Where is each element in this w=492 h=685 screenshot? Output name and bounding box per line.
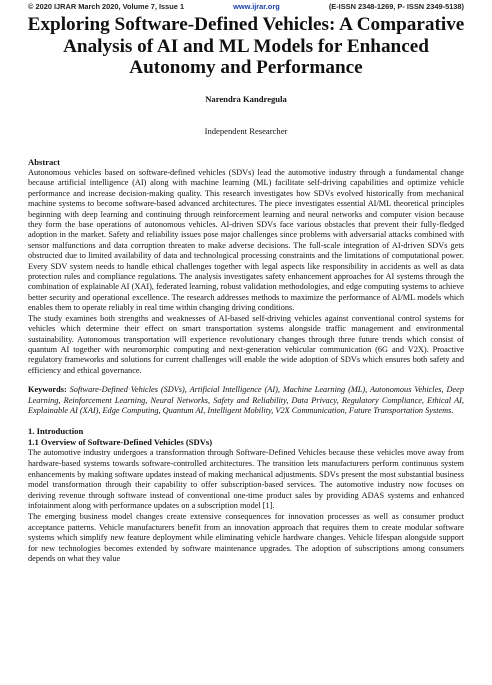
- section-heading: 1. Introduction: [28, 426, 84, 437]
- keywords-label: Keywords: [28, 385, 64, 395]
- body-paragraph: The emerging business model changes create extensive consequences for innovation processes as well as consumer product acceptance patterns. Vehicle manufacturers benefit from an innovation approach that requires them to create modular software systems which simplify new feature deployment while eliminating vehicle hardware changes. Vehicle lifespan alongside support for new technologies becomes extended by software maintenance upgrades. The adoption of subscriptions among consumers depends on what they value: [28, 511, 464, 564]
- body-paragraph: The automotive industry undergoes a transformation through Software-Defined Vehicles because these vehicles move away from hardware-based systems towards software-controlled architectures. The transition lets manufacturers perform continuous system enhancements by making software updates instead of making mechanical adjustments. SDVs present the most substantial business model transformation through their capability to offer subscription-based services. The automotive industry now focuses on deriving revenue through software instead of conventional one-time product sales by providing ADAS systems and enhanced infotainment along with performance updates on a subscription model [1].: [28, 448, 464, 511]
- author-affiliation: Independent Researcher: [204, 126, 288, 136]
- paper-title: Exploring Software-Defined Vehicles: A Comparative Analysis of AI and ML Models for Enhanced Autonomy and Performance: [27, 14, 465, 78]
- abstract-heading: Abstract: [28, 157, 60, 167]
- journal-website-link[interactable]: www.ijrar.org: [233, 2, 280, 11]
- abstract-paragraph: Autonomous vehicles based on software-defined vehicles (SDVs) lead the automotive industry through a fundamental change because artificial intelligence (AI) along with machine learning (ML) facilitate self-driving capabilities and optimize vehicle performance and increase decision-making quality. This research investigates how SDVs evolved historically from mechanical machine systems to become software-based advanced architectures. The piece investigates essential AI/ML theoretical principles beginning with deep learning and continuing through reinforcement learning and neural networks and computer vision because they form the base operations of autonomous vehicles. AI-driven SDVs face various obstacles that prevent their fully-fledged adoption in the market. Safety and reliability issues pose major challenges since problems with adversarial attacks combined with sensor malfunctions and data corruption threaten to make adverse decisions. The full-scale integration of AI-driven SDVs gets obstructed due to limited availability of data and technological processing constraints and the limitations of computational power. Every SDV system needs to handle ethical challenges together with legal aspects like responsibility in accidents as well as data protection rules and compliance regulations. The analysis investigates safety enhancement approaches for AI systems through the combination of explainable AI (XAI), federated learning, robust validation methodologies, and edge computing systems to achieve better security and operational excellence. The research addresses methods to maximize the performance of AI/ML models which enables them to operate reliably in real time within changing driving conditions.: [28, 168, 464, 313]
- journal-issn: (E-ISSN 2348-1269, P- ISSN 2349-5138): [328, 2, 464, 11]
- keywords-list: Software-Defined Vehicles (SDVs), Artificial Intelligence (AI), Machine Learning (ML), Autonomous Vehicles, Deep Learning, Reinforcement Learning, Neural Networks, Safety and Reliability, Data Privacy, Regulatory Compliance, Ethical AI, Explainable AI (XAI), Edge Computing, Quantum AI, Intelligent Mobility, V2X Communication, Future Transportation Systems.: [28, 385, 464, 415]
- keywords: Keywords: Software-Defined Vehicles (SDVs), Artificial Intelligence (AI), Machine Learning (ML), Autonomous Vehicles, Deep Learning, Reinforcement Learning, Neural Networks, Safety and Reliability, Data Privacy, Regulatory Compliance, Ethical AI, Explainable AI (XAI), Edge Computing, Quantum AI, Intelligent Mobility, V2X Communication, Future Transportation Systems.: [28, 385, 464, 415]
- author-name: Narendra Kandregula: [205, 94, 287, 104]
- abstract-paragraph: The study examines both strengths and weaknesses of AI-based self-driving vehicles against conventional control systems for vehicles which determine their effect on smart transportation systems alongside traffic management and environmental sustainability. Autonomous transportation will experience revolutionary changes through three future trends which consist of quantum AI together with neuromorphic computing and next-generation vehicular communication (6G and V2X). Proactive regulatory frameworks and solutions for current challenges will enable the wide adoption of SDVs which ensures both safety and efficiency and ethical governance.: [28, 313, 464, 375]
- paper-body: [28, 157, 464, 565]
- subsection-heading: 1.1 Overview of Software-Defined Vehicles (SDVs): [28, 437, 213, 448]
- journal-issue: © 2020 IJRAR March 2020, Volume 7, Issue 1: [28, 2, 185, 11]
- journal-header: [28, 2, 464, 11]
